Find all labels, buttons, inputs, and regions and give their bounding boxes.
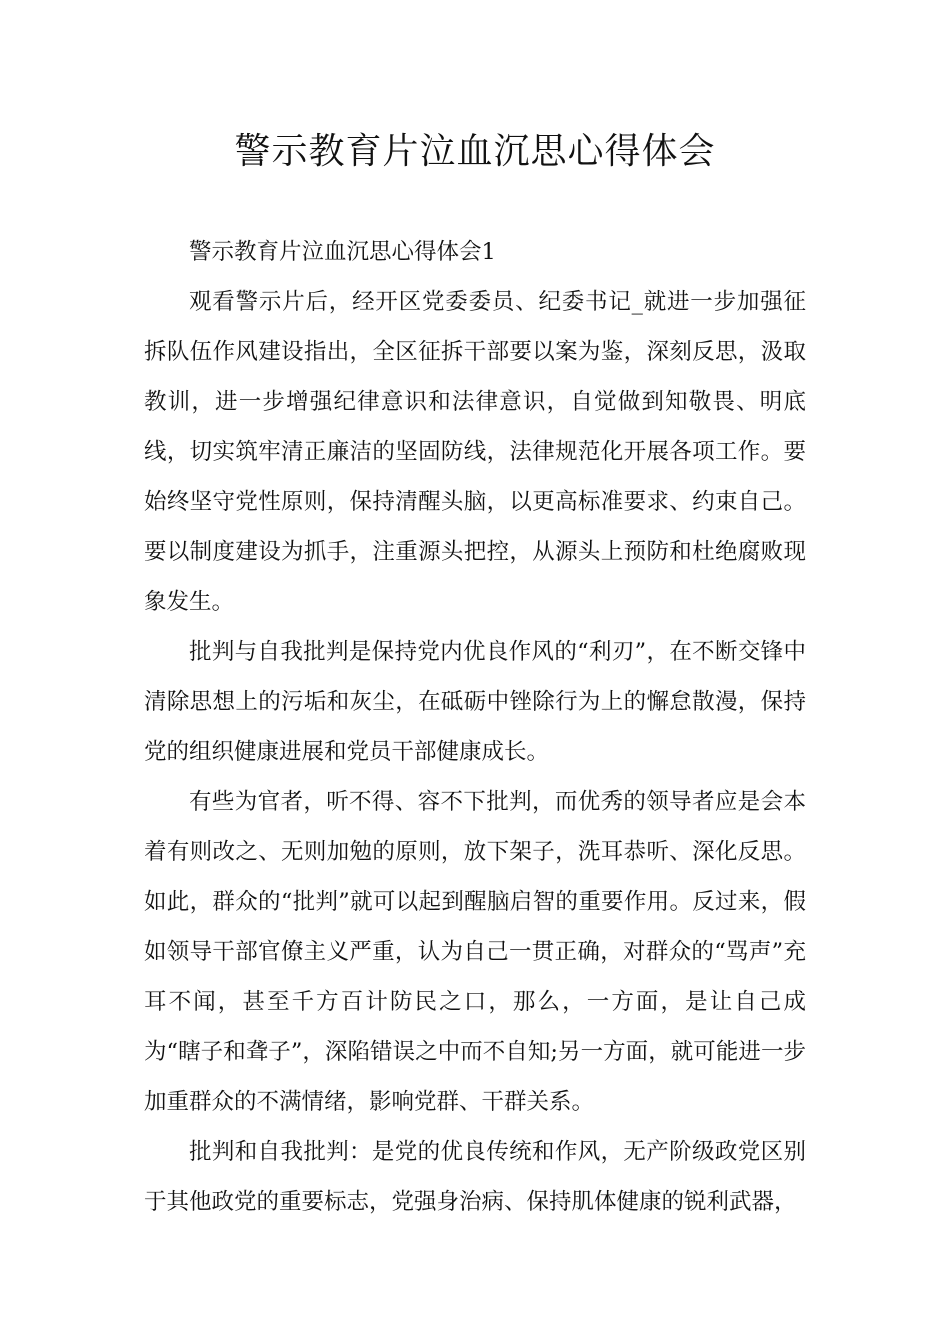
paragraph-1: 观看警示片后，经开区党委委员、纪委书记_就进一步加强征拆队伍作风建设指出，全区征拆干部要以案为鉴，深刻反思，汲取教训，进一步增强纪律意识和法律意识，自觉做到知敬畏、明底线，切实筑牢清正廉洁的坚固防线，法律规范化开展各项工作。要始终坚守党性原则，保持清醒头脑，以更高标准要求、约束自己。要以制度建设为抓手，注重源头把控，从源头上预防和杜绝腐败现象发生。 — [144, 289, 806, 615]
document-title: 警示教育片泣血沉思心得体会 — [234, 131, 716, 172]
paragraph-4: 批判和自我批判：是党的优良传统和作风，无产阶级政党区别于其他政党的重要标志，党强身治病、保持肌体健康的锐利武器， — [144, 1139, 806, 1215]
document-body — [144, 227, 806, 1227]
paragraph-2: 批判与自我批判是保持党内优良作风的“利刃”，在不断交锋中清除思想上的污垢和灰尘，在砥砺中锉除行为上的懈怠散漫，保持党的组织健康进展和党员干部健康成长。 — [144, 639, 806, 765]
paragraph-3: 有些为官者，听不得、容不下批判，而优秀的领导者应是会本着有则改之、无则加勉的原则，放下架子，洗耳恭听、深化反思。如此，群众的“批判”就可以起到醒脑启智的重要作用。反过来，假如领导干部官僚主义严重，认为自己一贯正确，对群众的“骂声”充耳不闻，甚至千方百计防民之口，那么，一方面，是让自己成为“瞎子和聋子”，深陷错误之中而不自知;另一方面，就可能进一步加重群众的不满情绪，影响党群、干群关系。 — [144, 789, 806, 1115]
section-heading: 警示教育片泣血沉思心得体会1 — [189, 239, 496, 265]
